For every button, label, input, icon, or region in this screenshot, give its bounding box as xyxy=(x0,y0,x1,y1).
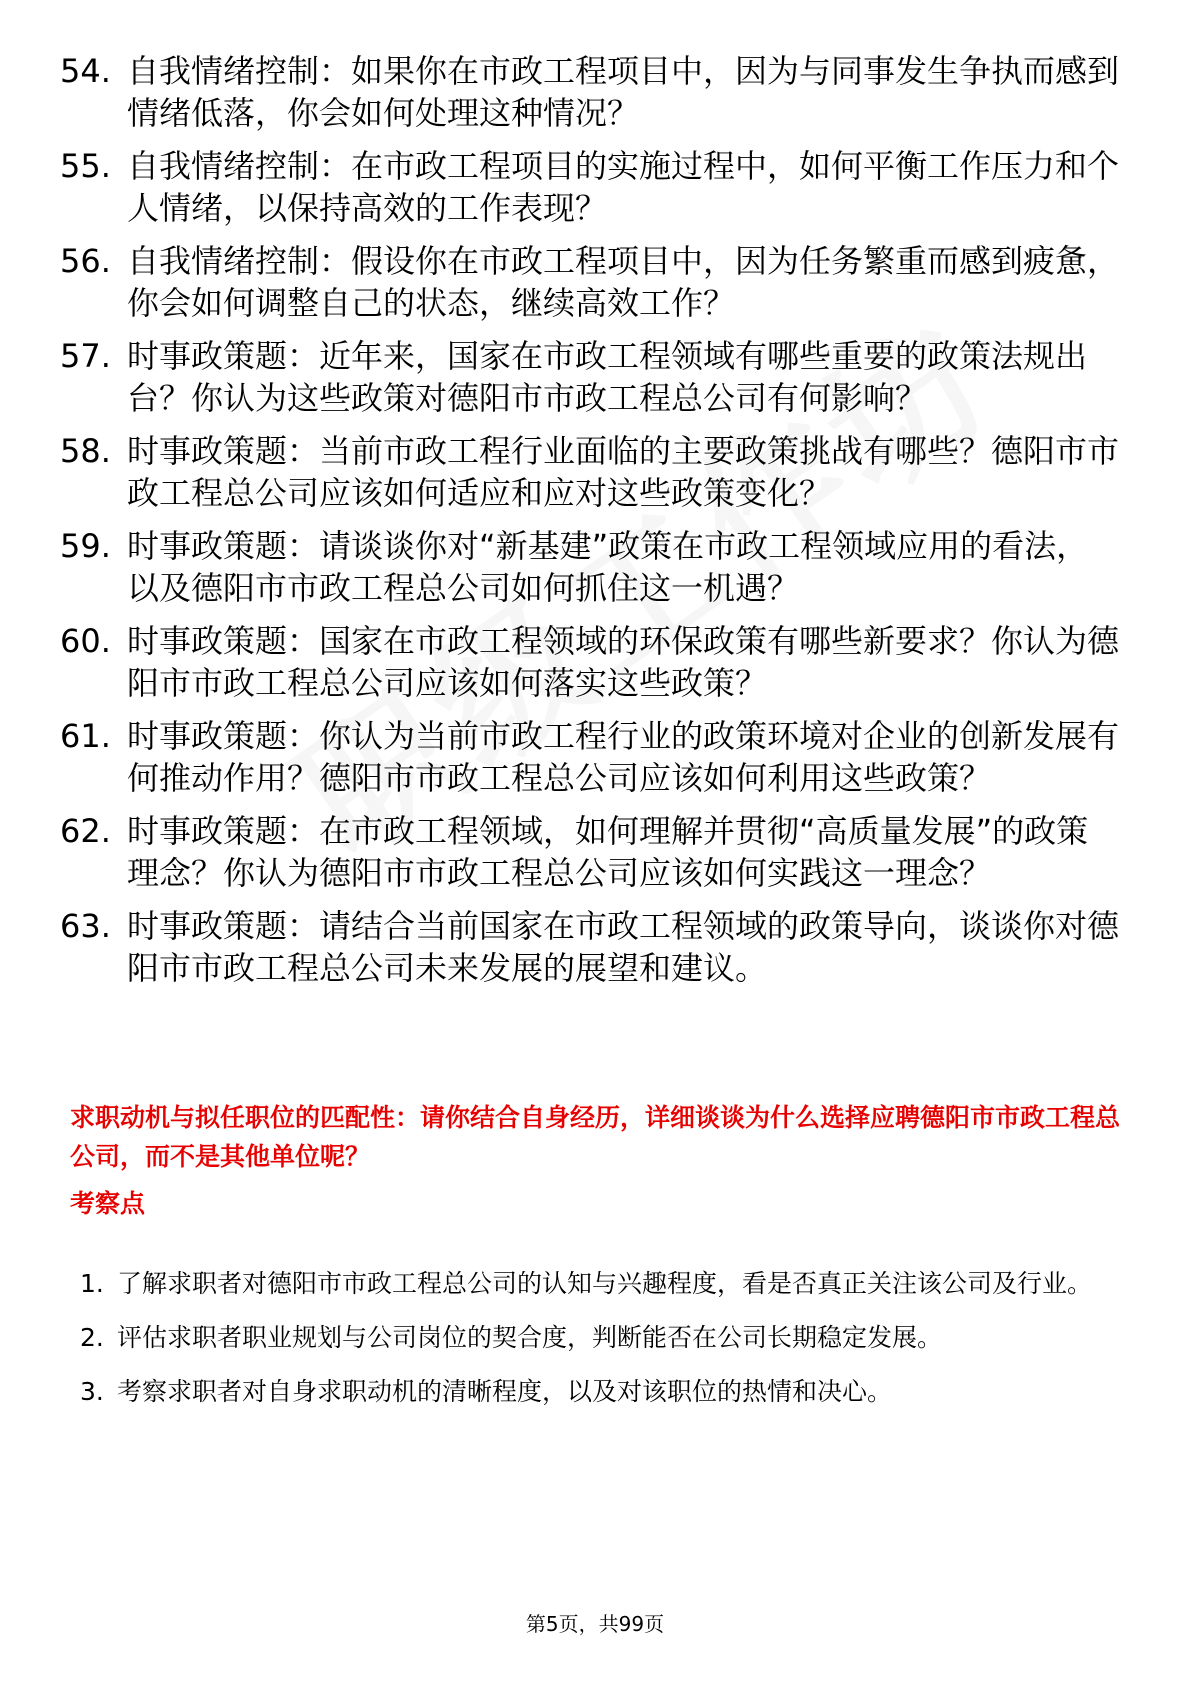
section-title: 求职动机与拟任职位的匹配性：请你结合自身经历，详细谈谈为什么选择应聘德阳市市政工程总公司，而不是其他单位呢？ xyxy=(70,1103,1121,1171)
point-number: 3. xyxy=(80,1377,104,1406)
question-number: 59. xyxy=(60,527,111,565)
question-number: 57. xyxy=(60,337,111,375)
question-item xyxy=(60,145,1120,229)
question-item xyxy=(60,525,1120,609)
question-number: 54. xyxy=(60,52,111,90)
question-item xyxy=(60,620,1120,704)
question-item xyxy=(60,905,1120,989)
question-number: 60. xyxy=(60,622,111,660)
question-item xyxy=(60,715,1120,799)
question-number: 58. xyxy=(60,432,111,470)
question-number: 55. xyxy=(60,147,111,185)
assessment-point xyxy=(80,1312,1120,1364)
question-number: 63. xyxy=(60,907,111,945)
point-number: 1. xyxy=(80,1269,104,1298)
question-text: 时事政策题：当前市政工程行业面临的主要政策挑战有哪些？德阳市市政工程总公司应该如何适应和应对这些政策变化？ xyxy=(127,432,1120,512)
question-list xyxy=(60,50,1120,1000)
point-text: 评估求职者职业规划与公司岗位的契合度，判断能否在公司长期稳定发展。 xyxy=(117,1323,943,1352)
point-number: 2. xyxy=(80,1323,104,1352)
assessment-points-heading: 考察点 xyxy=(70,1189,146,1218)
assessment-points-list xyxy=(80,1258,1120,1420)
point-text: 了解求职者对德阳市市政工程总公司的认知与兴趣程度，看是否真正关注该公司及行业。 xyxy=(117,1269,1093,1298)
assessment-point xyxy=(80,1258,1120,1310)
question-text: 时事政策题：近年来，国家在市政工程领域有哪些重要的政策法规出台？你认为这些政策对德阳市市政工程总公司有何影响？ xyxy=(127,337,1088,417)
question-text: 自我情绪控制：如果你在市政工程项目中，因为与同事发生争执而感到情绪低落，你会如何处理这种情况？ xyxy=(127,52,1120,132)
question-item xyxy=(60,810,1120,894)
page-footer: 第5页，共99页 xyxy=(525,1612,665,1636)
assessment-point xyxy=(80,1366,1120,1418)
question-text: 自我情绪控制：在市政工程项目的实施过程中，如何平衡工作压力和个人情绪，以保持高效的工作表现？ xyxy=(127,147,1120,227)
question-text: 时事政策题：请谈谈你对“新基建”政策在市政工程领域应用的看法，以及德阳市市政工程总公司如何抓住这一机遇？ xyxy=(127,527,1089,607)
question-text: 时事政策题：你认为当前市政工程行业的政策环境对企业的创新发展有何推动作用？德阳市市政工程总公司应该如何利用这些政策？ xyxy=(127,717,1120,797)
question-item xyxy=(60,335,1120,419)
question-item xyxy=(60,50,1120,134)
point-text: 考察求职者对自身求职动机的清晰程度，以及对该职位的热情和决心。 xyxy=(117,1377,893,1406)
question-number: 61. xyxy=(60,717,111,755)
question-item xyxy=(60,430,1120,514)
question-text: 时事政策题：请结合当前国家在市政工程领域的政策导向，谈谈你对德阳市市政工程总公司未来发展的展望和建议。 xyxy=(127,907,1120,987)
question-text: 时事政策题：在市政工程领域，如何理解并贯彻“高质量发展”的政策理念？你认为德阳市市政工程总公司应该如何实践这一理念？ xyxy=(127,812,1089,892)
question-text: 自我情绪控制：假设你在市政工程项目中，因为任务繁重而感到疲惫，你会如何调整自己的状态，继续高效工作？ xyxy=(127,242,1120,322)
question-item xyxy=(60,240,1120,324)
question-number: 62. xyxy=(60,812,111,850)
question-text: 时事政策题：国家在市政工程领域的环保政策有哪些新要求？你认为德阳市市政工程总公司应该如何落实这些政策？ xyxy=(127,622,1120,702)
question-number: 56. xyxy=(60,242,111,280)
